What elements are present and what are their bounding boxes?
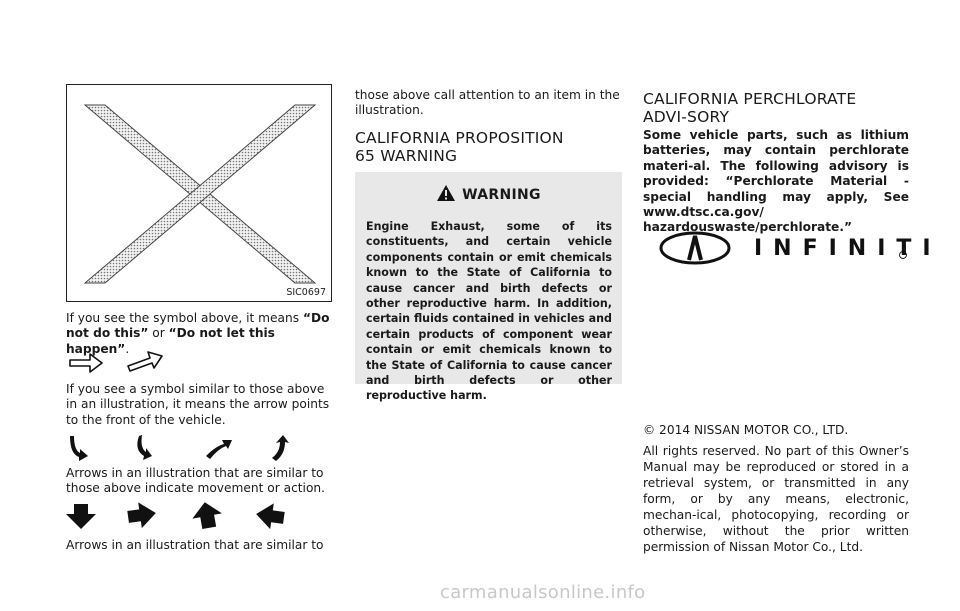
warning-label: WARNING <box>462 187 541 203</box>
do-not-let-this-happen: “Do not let this happen” <box>66 326 275 356</box>
copyright-line: © 2014 NISSAN MOTOR CO., LTD. <box>643 423 849 437</box>
front-arrow-angled-icon <box>128 352 162 371</box>
front-arrow-paragraph: If you see a symbol similar to those above in an illustration, it means the arrow points to the front of the vehicle. <box>66 382 330 427</box>
solid-arrow-up-icon <box>190 500 224 531</box>
para1-or: or <box>148 326 169 341</box>
warning-title <box>355 184 622 206</box>
infiniti-logo <box>659 228 942 270</box>
warning-box <box>355 172 622 403</box>
curved-arrow-down-right-icon <box>70 436 88 461</box>
solid-arrow-left-icon <box>254 501 285 531</box>
movement-arrows-row <box>66 434 296 462</box>
solid-arrow-right-icon <box>126 500 157 530</box>
watermark: carmanualsonline.info <box>440 582 646 603</box>
warning-body: Engine Exhaust, some of its constituents, and certain vehicle components contain or emit chemicals known to the State of California to cause cancer and birth defects or other reproductive harm. In addition, certain fluids contained in vehicles and certain products of component wear contain or emit chemicals known to the State of California to cause cancer and birth defects or other reproductive harm. <box>366 220 612 403</box>
solid-arrow-down-icon <box>66 504 96 529</box>
rights-paragraph: All rights reserved. No part of this Owner’s Manual may be reproduced or stored in a retrieval system, or transmitted in any form, or by any means, electronic, mechan-ical, photocopying, recording or otherwise, without the prior written permission of Nissan Motor Co., Ltd. <box>643 444 909 554</box>
attention-arrow-paragraph: Arrows in an illustration that are similar to <box>66 538 324 552</box>
para1-text: If you see the symbol above, it means <box>66 311 303 325</box>
infiniti-emblem-icon <box>659 228 942 266</box>
perchlorate-heading: CALIFORNIA PERCHLORATE ADVI-SORY <box>643 90 857 126</box>
warning-triangle-icon <box>436 184 456 206</box>
figure-code: SIC0697 <box>286 287 326 298</box>
x-symbol-icon <box>67 85 333 303</box>
prohibition-figure <box>66 84 332 302</box>
perchlorate-advisory: Some vehicle parts, such as lithium batteries, may contain perchlorate materi-al. The following advisory is provided: “Perchlorate Material - special handling may apply, See www.dtsc.ca.gov/ hazardouswaste/perchlorate.” <box>643 128 909 235</box>
continued-paragraph: those above call attention to an item in the illustration. <box>355 88 620 118</box>
do-not-do-this: “Do not do this” <box>66 311 330 341</box>
para1-end: . <box>125 341 130 356</box>
logo-wordmark: INFINITI <box>754 236 942 261</box>
prop65-heading: CALIFORNIA PROPOSITION 65 WARNING <box>355 129 564 165</box>
attention-arrows-row <box>66 502 296 530</box>
front-arrows-row <box>66 350 186 376</box>
curved-arrow-down-left-icon <box>137 435 152 460</box>
curved-arrow-up-right-icon <box>206 440 232 459</box>
curved-arrow-up-icon <box>272 435 289 461</box>
movement-arrow-paragraph: Arrows in an illustration that are similar to those above indicate movement or action. <box>66 466 325 496</box>
front-arrow-icon <box>70 354 102 372</box>
